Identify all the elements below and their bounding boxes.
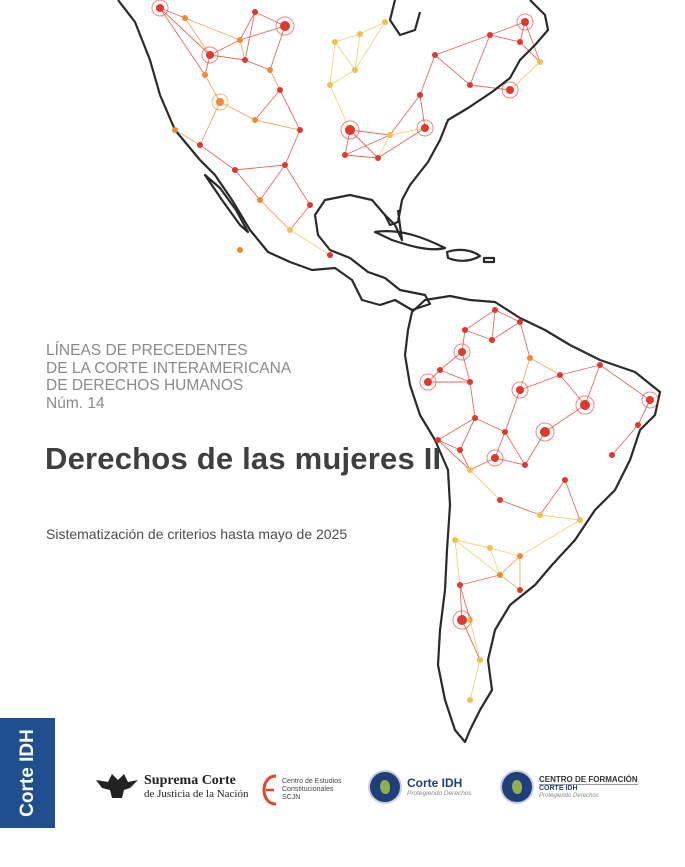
network-node (452, 537, 458, 543)
network-line (520, 42, 540, 62)
network-node (277, 87, 283, 93)
network-line (290, 205, 310, 230)
network-line (280, 90, 300, 130)
network-node (267, 67, 273, 73)
logo-scjn (94, 770, 248, 802)
network-node (156, 4, 164, 12)
network-node (387, 132, 393, 138)
network-line (520, 520, 580, 556)
network-node (516, 386, 524, 394)
network-line (530, 358, 560, 375)
network-node (375, 155, 381, 161)
network-line (285, 165, 310, 205)
puerto-rico-outline (484, 258, 494, 262)
network-node (202, 72, 208, 78)
network-node (424, 378, 432, 386)
network-line (492, 310, 495, 340)
network-node (237, 37, 243, 43)
network-line (355, 34, 360, 70)
network-node (432, 52, 438, 58)
centro-formacion-line-1: CENTRO DE FORMACIÓN (539, 775, 638, 784)
series-line-1: LÍNEAS DE PRECEDENTES (46, 342, 248, 359)
network-node (462, 327, 468, 333)
network-node (497, 572, 503, 578)
network-line (200, 102, 220, 145)
network-line (475, 418, 505, 432)
network-line (470, 85, 510, 90)
network-node (345, 125, 355, 135)
network-node (237, 247, 243, 253)
network-node (297, 127, 303, 133)
network-node (467, 697, 473, 703)
network-line (500, 556, 520, 575)
network-line (470, 458, 495, 470)
network-node (457, 615, 467, 625)
cec-line-1: Centro de Estudios (282, 778, 342, 785)
network-line (185, 18, 210, 55)
florida-outline (385, 210, 402, 240)
scjn-line-1: Suprema Corte (144, 772, 236, 788)
network-node (537, 512, 543, 518)
logo-centro-formacion (500, 770, 638, 804)
network-line (465, 330, 492, 340)
baja-outline (205, 175, 248, 232)
network-node (522, 462, 528, 468)
corte-idh-tagline: Protegiendo Derechos (407, 790, 472, 797)
network-line (350, 130, 390, 135)
network-node (206, 51, 214, 59)
lakes-outline (390, 0, 420, 35)
network-node (517, 319, 523, 325)
network-line (520, 322, 530, 358)
series-heading (46, 342, 291, 412)
network-node (537, 59, 543, 65)
series-line-2: DE LA CORTE INTERAMERICANA (46, 359, 292, 377)
network-line (420, 55, 435, 95)
network-line (505, 390, 520, 432)
network-line (492, 322, 520, 340)
network-node (506, 86, 514, 94)
network-line (260, 200, 290, 230)
network-line (205, 75, 220, 102)
centro-formacion-tagline: Protegiendo Derechos (539, 793, 599, 799)
network-line (470, 382, 475, 418)
network-node (342, 152, 348, 158)
corte-idh-seal-icon (368, 770, 402, 804)
network-line (210, 55, 245, 60)
page-subtitle: Sistematización de criterios hasta mayo de 2025 (46, 526, 348, 542)
side-tab-label: Corte IDH (16, 729, 38, 817)
network-node (597, 362, 603, 368)
network-line (540, 515, 580, 520)
hispaniola-outline (447, 250, 480, 261)
network-node (172, 127, 178, 133)
south-america-outline (405, 296, 660, 742)
network-node (242, 57, 248, 63)
network-line (335, 42, 355, 70)
network-line (490, 548, 520, 556)
network-line (520, 358, 530, 390)
network-node (517, 587, 523, 593)
network-line (438, 440, 470, 470)
network-line (175, 130, 200, 145)
network-line (420, 95, 425, 128)
network-line (260, 165, 285, 200)
network-line (235, 170, 260, 200)
network-node (646, 396, 654, 404)
network-node (497, 497, 503, 503)
network-node (232, 167, 238, 173)
network-node (521, 18, 529, 26)
network-node (502, 429, 508, 435)
network-node (487, 32, 493, 38)
network-line (240, 40, 245, 60)
network-line (465, 310, 495, 330)
network-line (330, 85, 350, 130)
network-line (460, 575, 500, 585)
network-line (270, 70, 280, 90)
network-node (280, 21, 290, 31)
network-node (467, 617, 473, 623)
network-node (487, 545, 493, 551)
network-node (458, 348, 466, 356)
series-line-3: DE DERECHOS HUMANOS (46, 377, 244, 394)
network-node (417, 92, 423, 98)
network-line (470, 620, 480, 660)
network-node (216, 98, 224, 106)
network-node (517, 39, 523, 45)
network-node (491, 454, 499, 462)
network-node (577, 517, 583, 523)
network-node (332, 39, 338, 45)
network-line (245, 60, 270, 70)
network-line (500, 575, 520, 590)
network-line (560, 375, 585, 405)
north-america-outline (118, 0, 548, 310)
network-node (492, 307, 498, 313)
network-line (335, 34, 360, 42)
network-line (490, 35, 520, 42)
network-node (477, 657, 483, 663)
network-node (457, 447, 463, 453)
side-tab (0, 718, 55, 828)
network-node (307, 202, 313, 208)
scjn-line-2: de Justicia de la Nación (144, 787, 249, 800)
network-node (540, 427, 550, 437)
network-line (255, 120, 300, 130)
network-line (500, 500, 540, 515)
network-line (330, 70, 355, 85)
network-line (270, 26, 285, 70)
network-line (470, 470, 500, 500)
network-line (495, 458, 525, 465)
network-line (470, 660, 480, 700)
network-node (562, 477, 568, 483)
network-line (460, 450, 470, 470)
cec-mark-icon (262, 772, 278, 808)
network-node (197, 142, 203, 148)
network-line (185, 18, 240, 40)
network-node (527, 355, 533, 361)
network-node (327, 252, 333, 258)
network-line (585, 365, 600, 405)
network-line (520, 375, 560, 390)
cec-line-3: SCJN (282, 794, 301, 801)
cec-line-2: Constitucionales (282, 786, 334, 793)
centro-formacion-line-2: CORTE IDH (539, 784, 638, 793)
network-node (467, 379, 473, 385)
logo-corte-idh (368, 770, 472, 804)
network-node (472, 415, 478, 421)
network-line (495, 432, 505, 458)
network-line (565, 480, 580, 520)
network-line (545, 405, 585, 432)
network-line (540, 480, 565, 515)
network-node (252, 9, 258, 15)
network-node (352, 67, 358, 73)
network-node (557, 372, 563, 378)
network-line (505, 432, 525, 465)
network-node (257, 197, 263, 203)
network-line (345, 155, 378, 158)
network-node (252, 117, 258, 123)
network-line (285, 130, 300, 165)
network-line (462, 620, 480, 660)
network-line (345, 135, 390, 155)
network-line (350, 130, 378, 158)
network-node (457, 582, 463, 588)
page-title: Derechos de las mujeres II (45, 441, 442, 476)
network-line (560, 365, 600, 375)
network-node (609, 452, 615, 458)
network-line (390, 95, 420, 135)
network-node (382, 19, 388, 25)
cuba-outline (375, 231, 445, 249)
network-line (440, 352, 462, 370)
network-line (220, 102, 255, 120)
network-line (210, 40, 240, 55)
network-line (435, 35, 490, 55)
network-node (467, 82, 473, 88)
network-node (357, 31, 363, 37)
network-line (510, 62, 540, 90)
network-node (489, 337, 495, 343)
network-line (435, 55, 470, 85)
network-line (525, 432, 545, 465)
network-line (440, 370, 470, 382)
centro-formacion-seal-icon (500, 770, 534, 804)
logo-cec (262, 772, 342, 808)
network-node (467, 467, 473, 473)
network-line (255, 90, 280, 120)
corte-idh-name: Corte IDH (407, 776, 463, 790)
network-line (455, 540, 460, 585)
network-node (437, 367, 443, 373)
network-line (235, 165, 285, 170)
network-node (635, 422, 641, 428)
network-node (182, 15, 188, 21)
network-node (517, 553, 523, 559)
network-node (282, 162, 288, 168)
network-line (470, 35, 490, 85)
eagle-icon (94, 770, 140, 802)
network-line (330, 42, 335, 85)
network-node (580, 400, 590, 410)
network-node (327, 82, 333, 88)
network-node (287, 227, 293, 233)
network-line (600, 365, 650, 400)
series-number: Núm. 14 (46, 394, 105, 412)
network-node (421, 124, 429, 132)
